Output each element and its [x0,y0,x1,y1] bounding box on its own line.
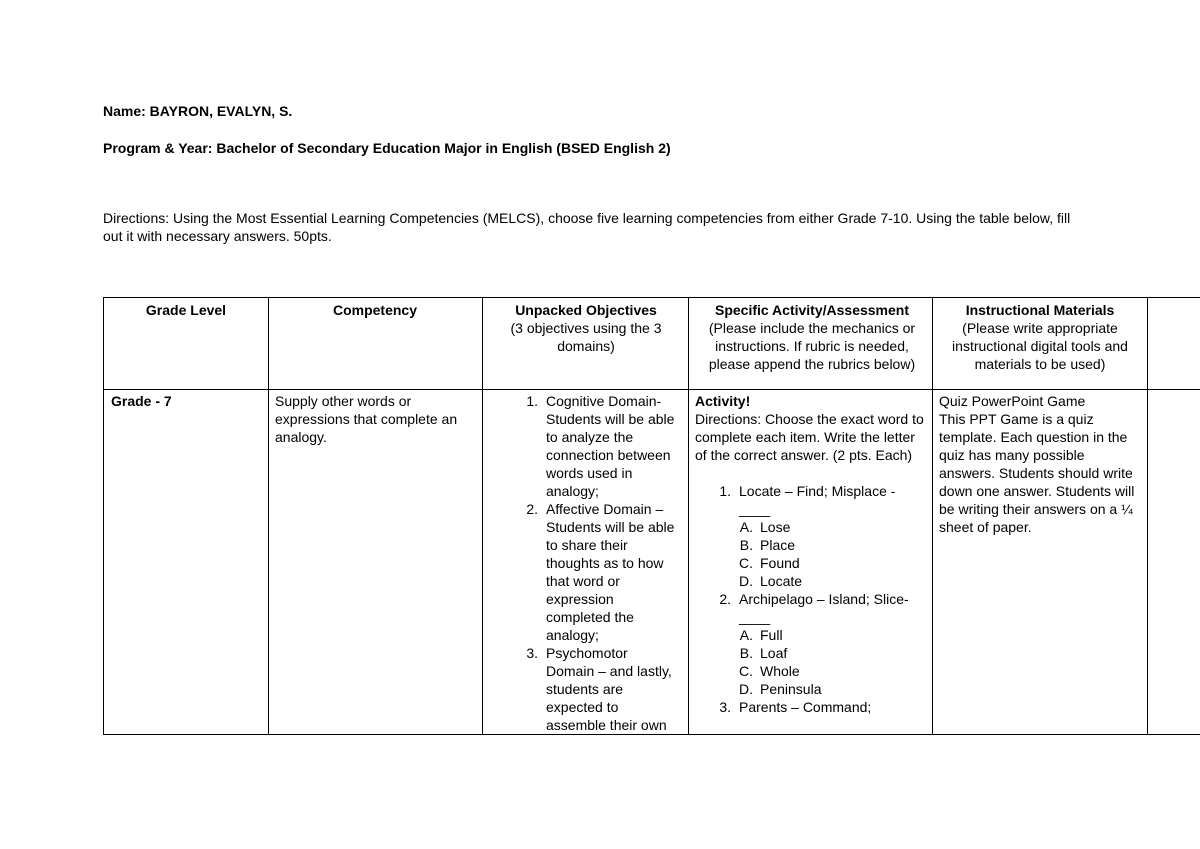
activity-title: Activity! [695,393,751,409]
choice-text: Full [760,627,783,643]
grade-level-cell: Grade - 7 [111,393,172,409]
materials-text: This PPT Game is a quiz template. Each question in the quiz has many possible answers. Students should write down one answer. Students will be writing their answers on a ¼ sheet of paper. [939,411,1135,535]
col-divider [268,298,269,734]
item-text: Locate – Find; Misplace - ____ [739,483,896,517]
objective-item [516,500,678,644]
row-divider [104,389,1200,390]
header-instructional-materials [938,301,1142,373]
competency-table [103,297,1200,735]
choice-letter: B. [739,645,753,661]
activity-item [709,482,925,590]
header-title: Instructional Materials [965,302,1115,318]
header-note: (Please write appropriate instructional digital tools and materials to be used) [952,320,1128,372]
objective-number: 3. [526,645,538,661]
directions-text: Directions: Using the Most Essential Learning Competencies (MELCS), choose five learning competencies from either Grade 7-10. Using the table below, fill out it with necessary answers. 50pts. [103,210,1071,244]
choice [709,536,925,554]
item-number: 1. [719,483,731,499]
materials-cell [939,392,1143,536]
choice-text: Locate [760,573,803,589]
choice-letter: A. [739,519,753,535]
objective-item [516,392,678,500]
choice-text: Peninsula [760,681,822,697]
item-text: Parents – Command; [739,699,872,715]
activity-cell [695,392,925,734]
choice-text: Loaf [760,645,788,661]
item-text: Archipelago – Island; Slice- ____ [739,591,909,625]
choice-text: Found [760,555,800,571]
activity-item [709,590,925,698]
choice-letter: D. [739,681,753,697]
header-specific-activity [700,301,924,373]
choice-letter: A. [739,627,753,643]
choice-letter: C. [739,663,753,679]
objective-number: 2. [526,501,538,517]
header-title: Grade Level [145,302,227,318]
header-competency [274,301,476,319]
choice [709,644,925,662]
objective-number: 1. [526,393,538,409]
choice [709,680,925,698]
choice-text: Lose [760,519,791,535]
objective-item [516,644,678,734]
activity-directions: Directions: Choose the exact word to complete each item. Write the letter of the correct answer. (2 pts. Each) [695,411,924,463]
header-note: (3 objectives using the 3 domains) [510,320,662,354]
student-name: Name: BAYRON, EVALYN, S. [103,103,293,119]
choice [709,626,925,644]
activity-item [709,698,925,716]
objective-text: Cognitive Domain- Students will be able to analyze the connection between words used in analogy; [546,393,675,499]
choice [709,554,925,572]
choice [709,518,925,536]
program-year: Program & Year: Bachelor of Secondary Education Major in English (BSED English 2) [103,140,671,156]
competency-cell: Supply other words or expressions that complete an analogy. [275,393,458,445]
header-title: Competency [332,302,418,318]
header-note: (Please include the mechanics or instructions. If rubric is needed, please append the rubrics below) [708,320,916,372]
col-divider [932,298,933,734]
col-divider [1147,298,1148,734]
item-number: 3. [719,699,731,715]
objective-text: Affective Domain – Students will be able to share their thoughts as to how that word or expression completed the analogy; [546,501,675,643]
header-title: Specific Activity/Assessment [714,302,909,318]
choice [709,572,925,590]
choice-letter: D. [739,573,753,589]
choice-text: Place [760,537,796,553]
header-grade-level [110,301,262,319]
materials-title: Quiz PowerPoint Game [939,393,1086,409]
objectives-cell [516,392,678,734]
header-unpacked-objectives [494,301,678,355]
choice-letter: C. [739,555,753,571]
item-number: 2. [719,591,731,607]
choice-text: Whole [760,663,800,679]
header-title: Unpacked Objectives [515,302,657,318]
choice [709,662,925,680]
choice-letter: B. [739,537,753,553]
col-divider [482,298,483,734]
col-divider [688,298,689,734]
objective-text: Psychomotor Domain – and lastly, students are expected to assemble their own [546,645,672,733]
